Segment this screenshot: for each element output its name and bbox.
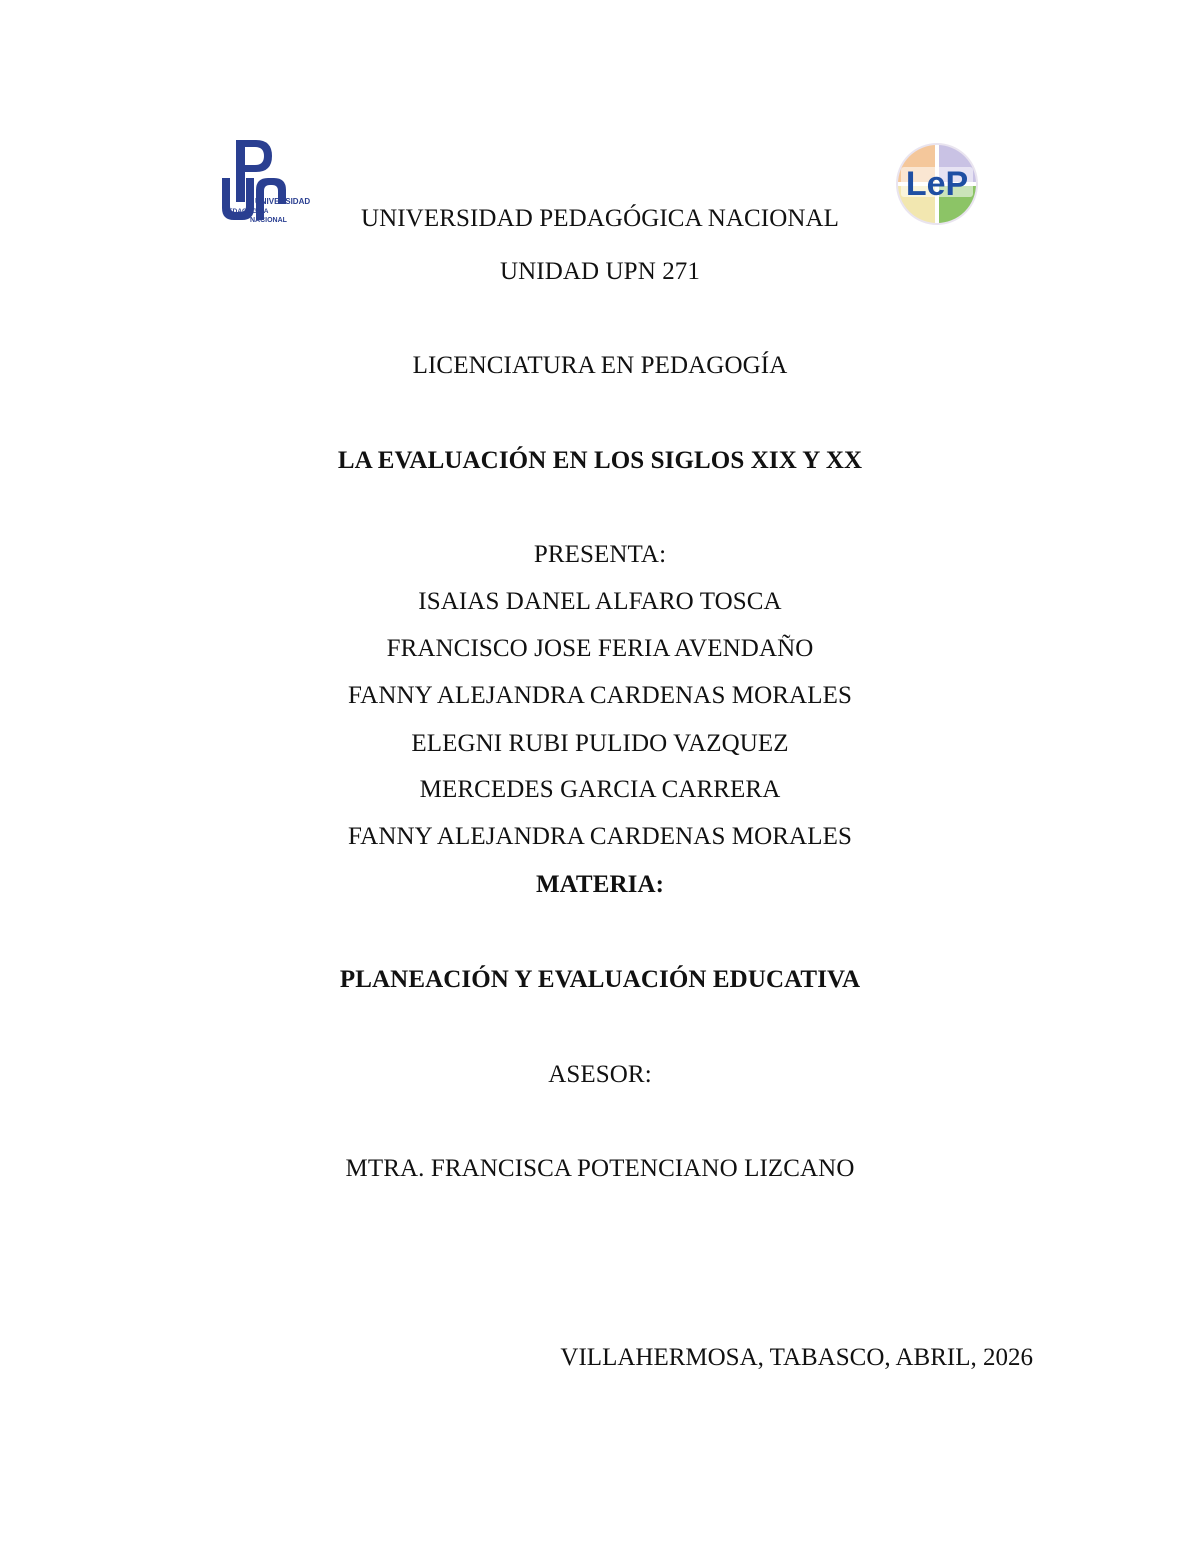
program-name: LICENCIATURA EN PEDAGOGÍA	[412, 352, 788, 379]
presenter-name: ELEGNI RUBI PULIDO VAZQUEZ	[411, 730, 789, 757]
presenter-name: ISAIAS DANEL ALFARO TOSCA	[418, 588, 782, 615]
presenter-name: MERCEDES GARCIA CARRERA	[419, 776, 781, 803]
advisor-name: MTRA. FRANCISCA POTENCIANO LIZCANO	[345, 1155, 855, 1182]
lep-logo-text: LeP	[905, 165, 969, 203]
presenter-name: FRANCISCO JOSE FERIA AVENDAÑO	[386, 635, 814, 662]
presenters-label: PRESENTA:	[533, 541, 667, 568]
upn-logo-word-2: PEDAGÓGICA	[224, 208, 269, 215]
presenter-name: FANNY ALEJANDRA CARDENAS MORALES	[348, 823, 852, 850]
unit-name: UNIDAD UPN 271	[499, 258, 700, 285]
subject-label: MATERIA:	[535, 871, 665, 898]
upn-logo-word-3: NACIONAL	[250, 217, 287, 224]
subject-name: PLANEACIÓN Y EVALUACIÓN EDUCATIVA	[339, 966, 861, 993]
presenter-name: FANNY ALEJANDRA CARDENAS MORALES	[348, 682, 852, 709]
place-date: VILLAHERMOSA, TABASCO, ABRIL, 2026	[560, 1344, 1033, 1371]
document-title: LA EVALUACIÓN EN LOS SIGLOS XIX Y XX	[337, 447, 863, 474]
university-name: UNIVERSIDAD PEDAGÓGICA NACIONAL	[360, 205, 840, 232]
advisor-label: ASESOR:	[548, 1061, 652, 1088]
upn-logo-word-1: UNIVERSIDAD	[255, 197, 311, 206]
